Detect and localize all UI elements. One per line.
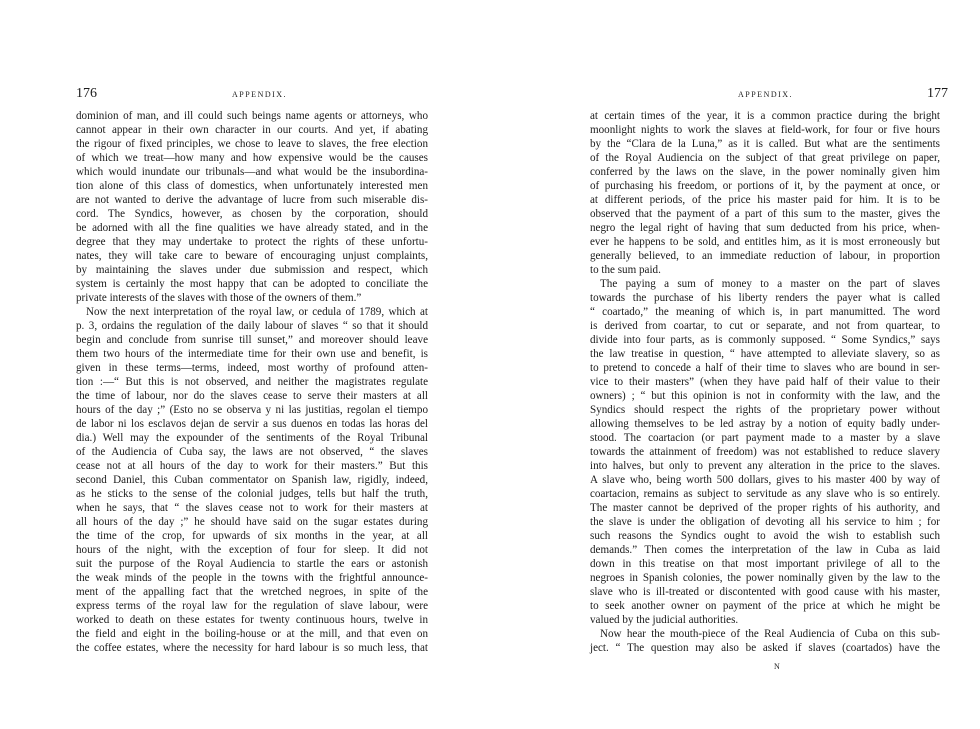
text-line: de labor ni los esclavos dejan de servir a sus duenos en todas las horas del — [76, 418, 428, 430]
text-line: to pretend to concede a half of their time to slaves who are bound in ser- — [590, 362, 940, 374]
text-line: be adorned with all the fine qualities we have already stated, and in the — [76, 222, 428, 234]
text-line: is derived from coartar, to cut or separate, and not from quartear, to — [590, 320, 940, 332]
text-line: negroes in Spanish colonies, the power nominally given by the law to the — [590, 572, 940, 584]
text-line: begin and conclude from sunrise till sunset,” and moreover should leave — [76, 334, 428, 346]
signature-mark: N — [774, 662, 781, 671]
text-line: generally believed, to an immediate reduction of labour, in proportion — [590, 250, 940, 262]
text-line: tion alone of this class of domestics, when unfortunately interested men — [76, 180, 428, 192]
text-line: at certain times of the year, it is a common practice during the bright — [590, 110, 940, 122]
text-line: by maintaining the slaves under due submission and respect, which — [76, 264, 428, 276]
running-head: APPENDIX. — [232, 90, 288, 99]
text-line: stood. The coartacion (or part payment made to a master by a slave — [590, 432, 940, 444]
text-line: the coffee estates, where the necessity for hard labour is so much less, that — [76, 642, 428, 654]
text-line: the law treatise in question, “ have attempted to alleviate slavery, so as — [590, 348, 940, 360]
text-line: ject. “ The question may also be asked if slaves (coartados) have the — [590, 642, 940, 654]
text-line: allowing themselves to be led astray by a notion of equity badly under- — [590, 418, 940, 430]
text-line: A slave who, being worth 500 dollars, gives to his master 400 by way of — [590, 474, 940, 486]
text-line: The master cannot be deprived of the proper rights of his authority, and — [590, 502, 940, 514]
text-line: at different periods, of the price his master paid for him. It is to be — [590, 194, 940, 206]
text-line: into halves, but only to prevent any alteration in the price to the slaves. — [590, 460, 940, 472]
text-line: the field and eight in the boiling-house or at the mill, and that even on — [76, 628, 428, 640]
text-line: negro the legal right of having that sum deducted from his price, when- — [590, 222, 940, 234]
text-line: to seek another owner on payment of the price at which he might be — [590, 600, 940, 612]
text-line: of the Royal Audiencia on the subject of that great privilege on paper, — [590, 152, 940, 164]
page-number: 177 — [927, 86, 948, 101]
text-line: degree that they may undertake to protect the rights of these unfortu- — [76, 236, 428, 248]
text-line: conferred by the laws on the slave, in the power nominally given him — [590, 166, 940, 178]
text-line: owners) ; “ but this opinion is not in conformity with the law, and the — [590, 390, 940, 402]
text-line: of the Audiencia of Cuba say, the laws are not observed, “ the slaves — [76, 446, 428, 458]
text-line: when he says, that “ the slaves cease not to work for their masters at — [76, 502, 428, 514]
text-line: ment of the appalling fact that the wretched negroes, in spite of the — [76, 586, 428, 598]
running-head: APPENDIX. — [738, 90, 794, 99]
text-line: divide into four parts, as is commonly supposed. “ Some Syndics,” says — [590, 334, 940, 346]
text-line: hours of the day ;” (Esto no se observa y ni las justitias, regolan el tiempo — [76, 404, 428, 416]
text-line: as he sticks to the sense of the colonial judges, tells but half the truth, — [76, 488, 428, 500]
text-line: the slave is under the obligation of devoting all his service to him ; for — [590, 516, 940, 528]
text-line: the time of the crop, for upwards of six months in the year, at all — [76, 530, 428, 542]
page-number: 176 — [76, 86, 97, 101]
text-line: “ coartado,” the meaning of which is, in part manumitted. The word — [590, 306, 940, 318]
text-line: system is certainly the most happy that can be adopted to conciliate the — [76, 278, 428, 290]
text-line: vice to their masters” (when they have paid half of their value to their — [590, 376, 940, 388]
text-line: hours of the night, with the exception of four for sleep. It did not — [76, 544, 428, 556]
text-line: are not wanted to derive the advantage of lucre from such miserable dis- — [76, 194, 428, 206]
right-page — [490, 0, 980, 729]
text-line: observed that the payment of a part of this sum to the master, gives the — [590, 208, 940, 220]
text-line: worked to death on these estates for twenty continuous hours, twelve in — [76, 614, 428, 626]
text-line: of which we treat—how many and how expensive would be the causes — [76, 152, 428, 164]
text-line: valued by the judicial authorities. — [590, 614, 739, 626]
text-line: private interests of the slaves with those of the owners of them.” — [76, 292, 362, 304]
text-line: slave who is ill-treated or discontented with good cause with his master, — [590, 586, 940, 598]
text-line: express terms of the royal law for the regulation of slave labour, were — [76, 600, 428, 612]
text-line: The paying a sum of money to a master on the part of slaves — [600, 278, 940, 290]
text-line: dia.) Well may the expounder of the sentiments of the Royal Tribunal — [76, 432, 428, 444]
text-line: suit the purpose of the Royal Audiencia to startle the ears or astonish — [76, 558, 428, 570]
text-line: towards the attainment of freedom) was not established to reduce slavery — [590, 446, 940, 458]
text-line: the rigour of fixed principles, we chose to leave to slaves, the free election — [76, 138, 428, 150]
text-line: which would inundate our tribunals—and what would be the insubordina- — [76, 166, 428, 178]
text-line: Now hear the mouth-piece of the Real Audiencia of Cuba on this sub- — [600, 628, 940, 640]
text-line: by the “Clara de la Luna,” as it is called. But what are the sentiments — [590, 138, 940, 150]
text-line: second Daniel, this Cuban commentator on Spanish law, rigidly, indeed, — [76, 474, 428, 486]
text-line: coartacion, remains as subject to servitude as any slave who is so entirely. — [590, 488, 940, 500]
text-line: dominion of man, and ill could such beings name agents or attorneys, who — [76, 110, 428, 122]
text-line: the weak minds of the people in the towns with the frightful announce- — [76, 572, 428, 584]
text-line: of purchasing his freedom, or portions of it, by the payment at once, or — [590, 180, 940, 192]
text-line: ever he happens to be sold, and entitles him, as it is most erroneously but — [590, 236, 940, 248]
text-line: cannot appear in their own character in our courts. And yet, if abating — [76, 124, 428, 136]
text-line: given in these terms—terms, indeed, most worthy of profound atten- — [76, 362, 428, 374]
text-line: such reasons the Syndics ought to avoid the wish to establish such — [590, 530, 940, 542]
text-line: tion :—“ But this is not observed, and neither the magistrates regulate — [76, 376, 428, 388]
text-line: demands.” Then comes the interpretation of the law in Cuba as laid — [590, 544, 940, 556]
text-line: p. 3, ordains the regulation of the daily labour of slaves “ so that it should — [76, 320, 428, 332]
text-line: cease not at all hours of the day to work for their masters.” But this — [76, 460, 428, 472]
text-line: the time of labour, nor do the slaves cease to serve their masters at all — [76, 390, 428, 402]
text-line: down in this treatise on that most important privilege of all to the — [590, 558, 940, 570]
text-line: Now the next interpretation of the royal law, or cedula of 1789, which at — [86, 306, 428, 318]
text-line: nates, they will take care to beware of encouraging unjust complaints, — [76, 250, 428, 262]
text-line: to the sum paid. — [590, 264, 661, 276]
text-line: them two hours of the intermediate time for their own use and benefit, is — [76, 348, 428, 360]
text-line: cord. The Syndics, however, as chosen by the corporation, should — [76, 208, 428, 220]
text-line: moonlight nights to work the slaves at field-work, for four or five hours — [590, 124, 940, 136]
text-line: all hours of the day ;” he should have said on the sugar estates during — [76, 516, 428, 528]
text-line: towards the purchase of his liberty renders the payer what is called — [590, 292, 940, 304]
text-line: Syndics should respect the rights of the proprietary power without — [590, 404, 940, 416]
